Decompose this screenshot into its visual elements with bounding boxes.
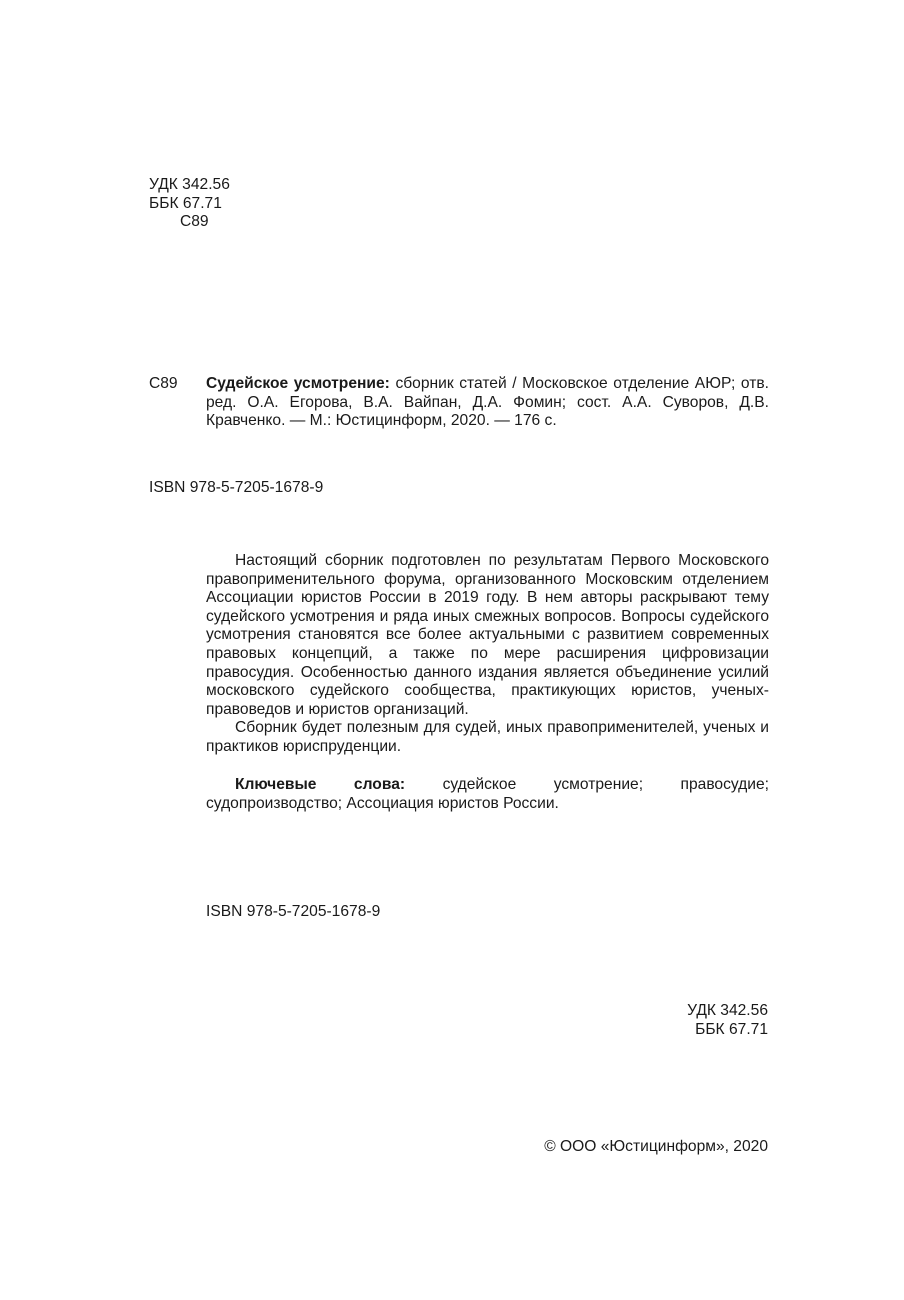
bbk-code-bottom: ББК 67.71 [695,1020,768,1038]
udk-code: УДК 342.56 [149,176,230,193]
entry-title: Судейское усмотрение: [206,375,390,392]
udk-code-bottom: УДК 342.56 [687,1002,768,1019]
isbn-top: ISBN 978-5-7205-1678-9 [149,479,324,496]
bbk-code: ББК 67.71 [149,194,222,212]
abstract-paragraph: Настоящий сборник подготовлен по результатам Первого Московского правоприменительного форума, организованного Московским отделением Ассоциации юристов России в 2019 году. В нем авторы раскрывают тему судейского усмотрения и ряда иных смежных вопросов. Вопросы судейского усмотрения становятся все более актуальными с развитием современных правовых концепций, а также по мере расширения цифровизации правосудия. Особенностью данного издания является объединение усилий московского судейского сообщества, практикующих юристов, ученых-правоведов и юристов организаций. [206,552,769,718]
classification-bottom [687,1002,768,1039]
keywords [206,776,769,813]
isbn-bottom: ISBN 978-5-7205-1678-9 [206,903,381,920]
abstract [206,552,769,757]
abstract-paragraph: Сборник будет полезным для судей, иных правоприменителей, ученых и практиков юриспруденции. [206,719,769,755]
entry-description: сборник статей / Московское отделение АЮР; отв. ред. О.А. Егорова, В.А. Вайпан, Д.А. Фомин; сост. А.А. Суворов, Д.В. Кравченко. — М.: Юстицинформ, 2020. — 176 с. [206,375,769,430]
classification-block [149,176,230,232]
entry-author-mark: С89 [149,375,178,392]
bibliographic-entry [206,375,769,431]
author-mark: С89 [180,213,209,231]
copyright: © ООО «Юстицинформ», 2020 [544,1138,768,1155]
keywords-text: судейское усмотрение; правосудие; судопроизводство; Ассоциация юристов России. [206,776,769,812]
keywords-label: Ключевые слова: [235,776,406,793]
